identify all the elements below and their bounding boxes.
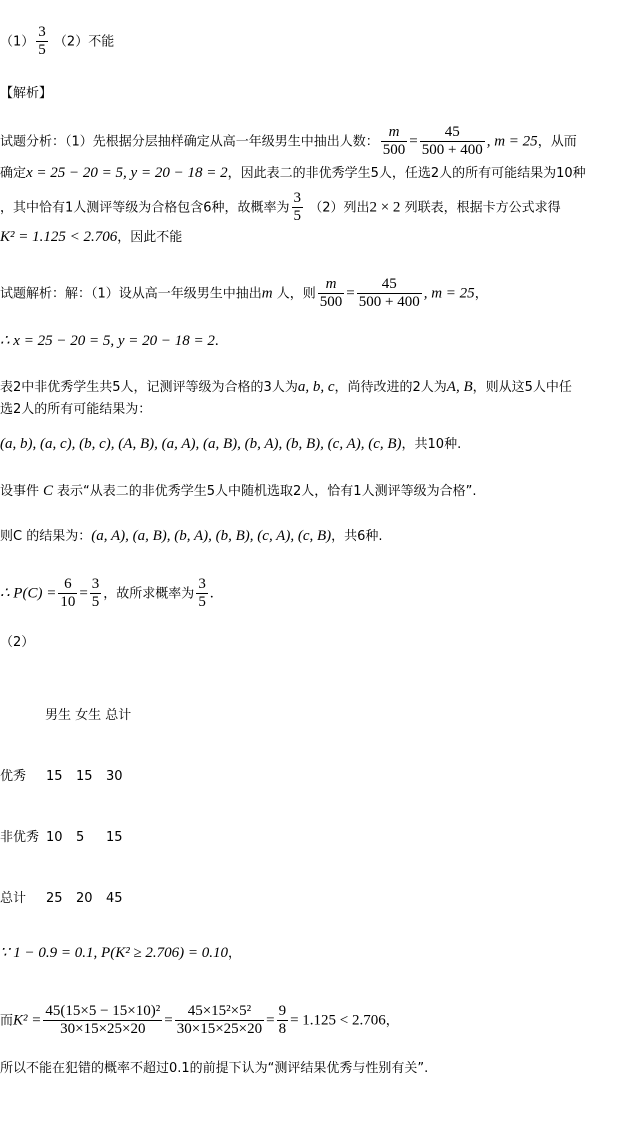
fraction-6-10: $\frac{6}{10}$ bbox=[60, 576, 76, 611]
solution-line-8: ∴ P(C) = $\frac{6}{10}$ = $\frac{3}{5}$ ，故所求概率为 $\frac{3}{5}$ . bbox=[0, 576, 214, 611]
answer-line bbox=[0, 24, 114, 60]
table-row bbox=[0, 892, 136, 905]
solution-line-7: 则C 的结果为：(a, A), (a, B), (b, A), (b, B), (c, A), (c, B)，共6种. bbox=[0, 528, 383, 544]
solution-line-5: (a, b), (a, c), (b, c), (A, B), (a, A), (a, B), (b, A), (b, B), (c, A), (c, B)，共10种. bbox=[0, 436, 462, 452]
cell-total: 45 bbox=[106, 891, 123, 906]
answer-part1-label: （1） bbox=[0, 34, 35, 50]
table-row bbox=[0, 770, 136, 783]
cell-total: 15 bbox=[106, 830, 123, 845]
part2-label: （2） bbox=[0, 635, 35, 650]
row-label: 总计 bbox=[0, 891, 27, 906]
cell-total: 30 bbox=[106, 769, 123, 784]
row-label: 优秀 bbox=[0, 769, 27, 784]
cell-boys: 10 bbox=[46, 830, 63, 845]
answer-part2: （2）不能 bbox=[53, 34, 115, 50]
solution-line-2: ∴ x = 25 − 20 = 5, y = 20 − 18 = 2. bbox=[0, 333, 219, 349]
fraction-m-500: $\frac{m}{500}$ bbox=[319, 276, 343, 311]
analysis-line-2: 确定x = 25 − 20 = 5, y = 20 − 18 = 2，因此表二的非优秀学生5人，任选2人的所有可能结果为10种 bbox=[0, 165, 586, 181]
cell-boys: 25 bbox=[46, 891, 63, 906]
cell-girls: 15 bbox=[76, 769, 93, 784]
conclusion-line-3: 所以不能在犯错的概率不超过0.1的前提下认为“测评结果优秀与性别有关”. bbox=[0, 1061, 429, 1076]
cell-girls: 20 bbox=[76, 891, 93, 906]
fraction-m-500: $\frac{m}{500}$ bbox=[382, 124, 406, 159]
table-row bbox=[0, 831, 136, 844]
fraction-simplified: $\frac{\text{45×15²×5²}}{30\times 15\times 25\times 20}$ bbox=[176, 1003, 263, 1038]
fraction-45-900: $\frac{45}{500 + 400}$ bbox=[358, 276, 420, 311]
fraction-3-5: $\frac{3}{5}$ bbox=[198, 576, 206, 611]
fraction-3-5: $\frac{3}{5}$ bbox=[91, 576, 100, 611]
row-label: 非优秀 bbox=[0, 830, 40, 845]
conclusion-line-2: 而K² = $\frac{\text{45(15×5 − 15×10)²}}{30\times 15\times 25\times 20}$ = $\frac{\text{45×15²×5²}}{30\times 15\times 25\times 20}$ = $\frac{9}{8}$ = 1.125 < 2.706， bbox=[0, 1003, 399, 1038]
fraction-chi-square-expr: $\frac{\text{45(15×5 − 15×10)²}}{30\times 15\times 25\times 20}$ bbox=[45, 1003, 161, 1038]
fraction-45-900: $\frac{45}{500 + 400}$ bbox=[421, 124, 483, 159]
solution-line-4: 选2人的所有可能结果为： bbox=[0, 402, 152, 417]
solution-line-3: 表2中非优秀学生共5人，记测评等级为合格的3人为a, b, c，尚待改进的2人为A, B，则从这5人中任 bbox=[0, 379, 572, 395]
jiexi-heading: 【解析】 bbox=[0, 86, 53, 101]
conclusion-line-1: ∵ 1 − 0.9 = 0.1, P(K² ≥ 2.706) = 0.10， bbox=[0, 945, 242, 961]
cell-boys: 15 bbox=[46, 769, 63, 784]
answer-fraction: $\frac{3}{5}$ bbox=[38, 24, 46, 59]
fraction-9-8: $\frac{9}{8}$ bbox=[278, 1003, 287, 1038]
solution-line-1: 试题解析：解：（1）设从高一年级男生中抽出m 人，则 $\frac{m}{500}$ = $\frac{45}{500 + 400}$ , m = 25， bbox=[0, 276, 488, 311]
table-header: 男生 女生 总计 bbox=[45, 708, 132, 723]
solution-line-6: 设事件 C 表示“从表二的非优秀学生5人中随机选取2人，恰有1人测评等级为合格”. bbox=[0, 483, 477, 499]
cell-girls: 5 bbox=[76, 830, 85, 845]
analysis-line-3: ，其中恰有1人测评等级为合格包含6种，故概率为 $\frac{3}{5}$ （2）列出2 × 2 列联表，根据卡方公式求得 bbox=[0, 190, 561, 225]
fraction-3-5: $\frac{3}{5}$ bbox=[293, 190, 302, 225]
analysis-line-1: 试题分析：（1）先根据分层抽样确定从高一年级男生中抽出人数： $\frac{m}{500}$ = $\frac{45}{500 + 400}$ , m = 25，从而 bbox=[0, 124, 577, 159]
analysis-line-4: K² = 1.125 < 2.706，因此不能 bbox=[0, 229, 183, 245]
